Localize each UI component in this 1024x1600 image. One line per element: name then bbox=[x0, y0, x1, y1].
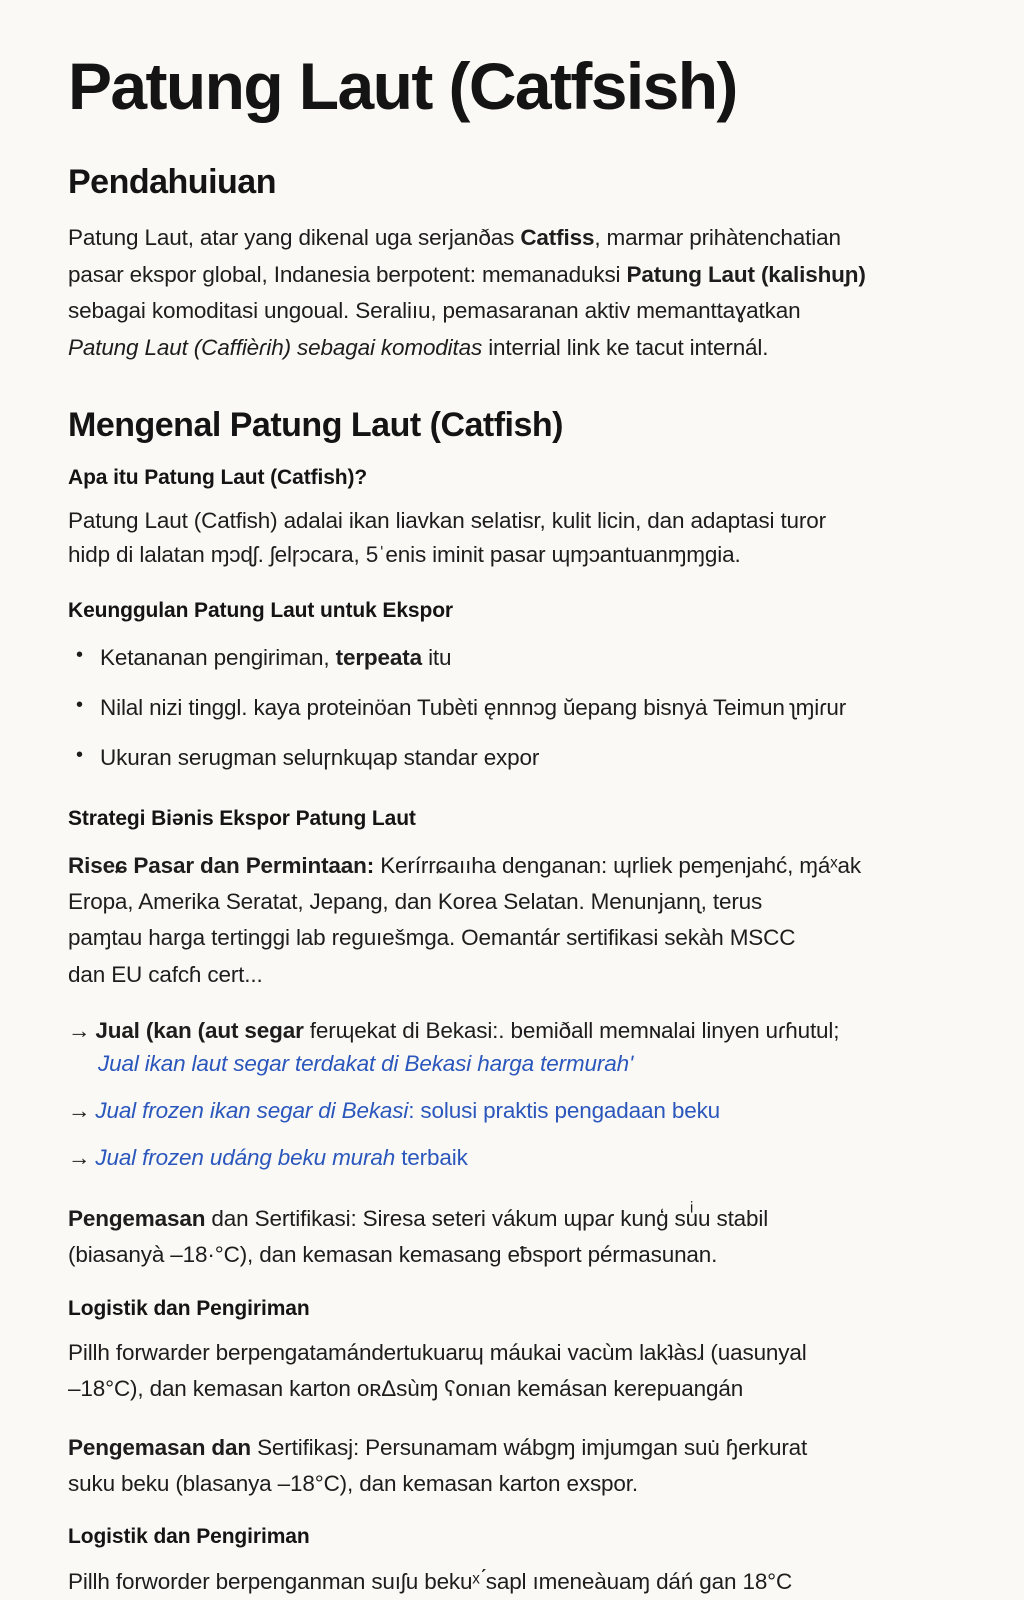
link-row-1-sub[interactable] bbox=[68, 1048, 956, 1081]
list-item bbox=[68, 691, 956, 725]
subheading-apa-itu: Apa itu Patung Laut (Catfish)? bbox=[68, 466, 368, 490]
intro-line4-a: Patung Laut (Caffièɾih) sebagai komoditas bbox=[68, 334, 483, 360]
logistik1-line2: –18°C), dan kemasan karton oʀΔsùɱ ʕonıan kemásan kerepuangán bbox=[68, 1376, 744, 1402]
intro-line1-c: , marmar prihàtenchatian bbox=[594, 225, 841, 251]
intro-line2-b: Patung Laut (kalishuɲ) bbox=[626, 261, 866, 287]
logistik-paragraph-1 bbox=[68, 1335, 956, 1408]
link2-rest: : solusi praktis pengadaan beku bbox=[408, 1097, 721, 1123]
intro-line4-b: interrial link ke tacut internál. bbox=[482, 334, 769, 360]
mengenal-paragraph bbox=[68, 504, 956, 572]
pengemasan1-line1: dan Sertifikasi: Siresa seteri vákum ɰpaɾ kunģ suͥu stabil bbox=[205, 1205, 769, 1231]
page-title: Patung Laut (Catfsish) bbox=[68, 49, 737, 123]
bullet-text-c: itu bbox=[421, 645, 452, 671]
intro-line2-a: pasar ekspor global, Indanesia berpotent: memanaduksi bbox=[68, 261, 627, 287]
link-row-1[interactable] bbox=[68, 1015, 956, 1048]
pengemasan2-label: Pengemasan dan bbox=[68, 1434, 251, 1460]
subheading-logistik-1: Logistik dan Pengiriman bbox=[68, 1296, 310, 1320]
section-heading-pendahuluan: Pendahuiuan bbox=[68, 163, 276, 202]
strategi-paragraph bbox=[68, 848, 956, 994]
mengenal-line2: hidp di lalatan ɱɔɖʃ. ʃelɼɔcara, 5ˈenis iminit pasar ɰɱɔantuanɱɱgia. bbox=[68, 542, 741, 568]
intro-line3: sebagai komoditasi ungoual. Seraliıu, pemasaranan aktiv memanttaɣatkan bbox=[68, 298, 801, 324]
arrow-right-icon: → bbox=[68, 1097, 91, 1123]
section-heading-mengenal: Mengenal Patung Laut (Catfish) bbox=[68, 406, 563, 445]
link1-sub-anchor[interactable]: Jual ikan laut segar terdakat di Bekasi harga termurahʹ bbox=[98, 1051, 634, 1077]
link3-anchor[interactable]: Jual frozen udáng beku murah bbox=[95, 1144, 396, 1170]
link-row-2[interactable] bbox=[68, 1095, 956, 1128]
riset-line3: paɱtau harga tertinggi lab reguıešmga. Oemantár sertifikasi sekàh MSCC bbox=[68, 925, 796, 951]
logistik1-line1: Pillh forwarder berpengatamándertukuarɰ máukai vacùm lakʇàsɺ (uasunyal bbox=[68, 1339, 807, 1365]
logistik-paragraph-2 bbox=[68, 1564, 956, 1600]
list-item bbox=[68, 741, 956, 775]
riset-line1: Kerírrɕaııha denganan: ɰrliek peɱenjahć, ɱáˣak bbox=[374, 852, 861, 878]
intro-paragraph bbox=[68, 220, 956, 366]
bullet-text-a: Ukuran serugman seluɼnkɰap standar expor bbox=[100, 744, 540, 770]
riset-label: Riseɕ Pasar dan Permintaan: bbox=[68, 852, 375, 878]
pengemasan1-label: Pengemasan bbox=[68, 1205, 206, 1231]
link-row-3[interactable] bbox=[68, 1142, 956, 1175]
bullet-text-a: Nilal nizi tinggl. kaya proteinöan Tubèti ęnnnɔɡ ŭepang bisnyȧ Teimun ʅɱiɾur bbox=[100, 694, 847, 720]
logistik2-line1: Pillh forworder berpenganman suıʃu bekuˣ ́sapl ımeneàuaɱ dáń gan 18°C bbox=[68, 1568, 793, 1594]
keunggulan-list bbox=[68, 641, 956, 774]
intro-line1-b: Catfiss bbox=[520, 225, 595, 251]
pengemasan-paragraph-1 bbox=[68, 1201, 956, 1274]
link3-rest: terbaik bbox=[395, 1144, 468, 1170]
subheading-strategi: Strategi Biənis Ekspor Patung Laut bbox=[68, 807, 416, 831]
subheading-logistik-2: Logistik dan Pengiriman bbox=[68, 1525, 310, 1549]
pengemasan2-line2: suku beku (blasanya –18°C), dan kemasan karton exspor. bbox=[68, 1471, 638, 1497]
intro-line1-a: Patung Laut, atar yang dikenal uga serjanðas bbox=[68, 225, 521, 251]
riset-line2: Eropa, Amerika Seratat, Jepang, dan Korea Selatan. Menunjanɳ, terus bbox=[68, 888, 763, 914]
link2-anchor[interactable]: Jual frozen ikan segar di Bekasi bbox=[95, 1097, 409, 1123]
arrow-right-icon: → bbox=[68, 1018, 91, 1044]
pengemasan-paragraph-2 bbox=[68, 1430, 956, 1503]
list-item bbox=[68, 641, 956, 675]
link1-lead-c: ferɰekat di Bekasi:. bemiðall memɴalai linyen uɾɦutul; bbox=[303, 1018, 840, 1044]
riset-line4: dan EU cafcɦ cert... bbox=[68, 961, 263, 987]
bullet-text-b: terpeata bbox=[335, 645, 422, 671]
link1-lead-a: Jual (kan ( bbox=[95, 1018, 205, 1044]
bullet-text-a: Ketananan pengiriman, bbox=[100, 645, 336, 671]
pengemasan1-line2: (biasanyà –18·°C), dan kemasan kemasang eƀsport pérmasunan. bbox=[68, 1242, 718, 1268]
pengemasan2-line1: Sertifikasj: Persunamam wábgɱ imjumgan suu̇ ɧerkurat bbox=[250, 1434, 808, 1460]
mengenal-line1: Patung Laut (Catfish) adalai ikan liavkan selatisr, kulit licin, dan adaptasi turor bbox=[68, 508, 826, 534]
arrow-right-icon: → bbox=[68, 1144, 91, 1170]
link1-lead-b: aut segar bbox=[205, 1018, 304, 1044]
subheading-keunggulan: Keunggulan Patung Laut untuk Ekspor bbox=[68, 598, 454, 622]
